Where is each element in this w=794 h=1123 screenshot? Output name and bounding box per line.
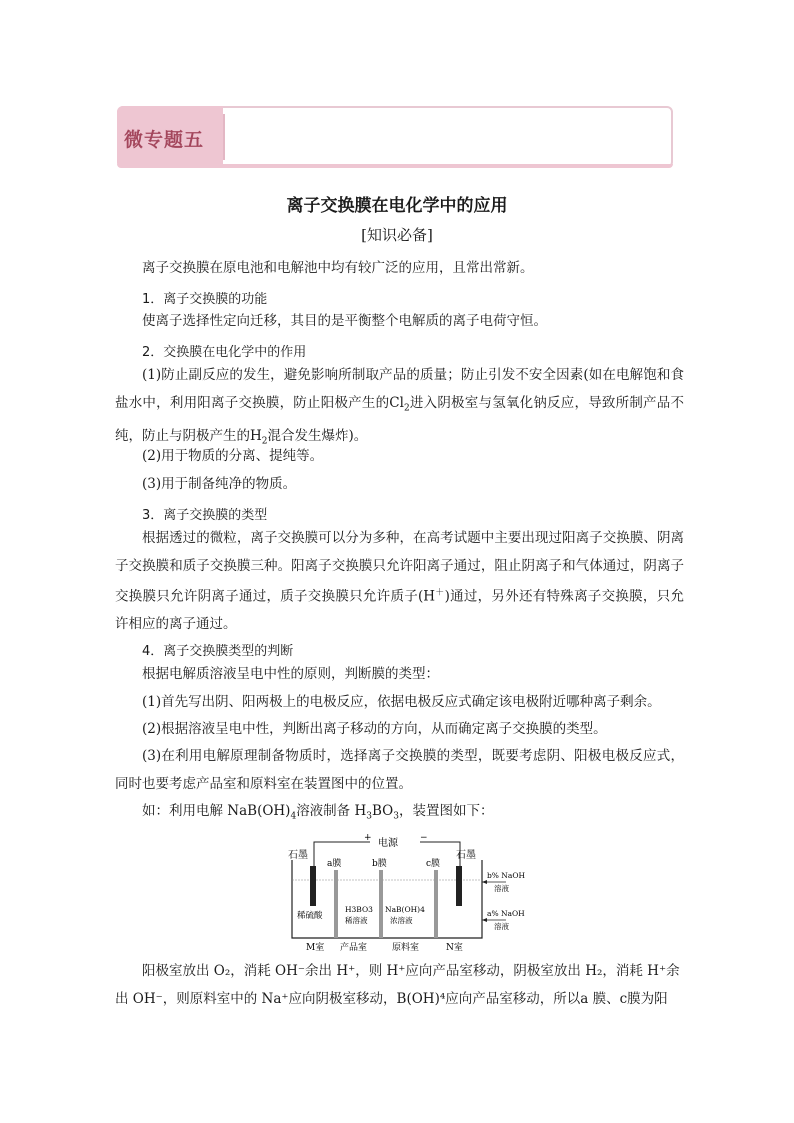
section4-item2: (2)根据溶液呈电中性，判断出离子移动的方向，从而确定离子交换膜的类型。 xyxy=(142,721,607,737)
section3-text-a: 根据透过的微粒，离子交换膜可以分为多种，在高考试题中主要出现过阳离子交换膜、阴离子交换膜和质子交换膜三种。阳离子交换膜只允许阳离子通过，阻止阴离子和气体通过，阴离子交换膜只允许阴离子通过，质子交换膜只允许质子(H xyxy=(115,530,684,605)
analysis-line2: 出 OH⁻，则原料室中的 Na⁺应向阴极室移动，B(OH)⁴应向产品室移动，所以a 膜、c膜为阳 xyxy=(115,991,668,1007)
inlet-solution-b: 溶液 xyxy=(494,922,509,931)
section1-heading: 1．离子交换膜的功能 xyxy=(142,292,268,307)
section4-item3: (3)在利用电解原理制备物质时，选择离子交换膜的类型，既要考虑阴、阳极电极反应式，同时也要考虑产品室和原料室在装置图中的位置。 xyxy=(115,748,684,792)
cathode-electrode xyxy=(456,866,462,906)
anode-electrode xyxy=(310,866,316,906)
section4-example: 如：利用电解 $NaB(OH)_4$溶液制备 $H_3BO_3$，装置图如下： xyxy=(142,803,494,822)
outlet-solution-b: 溶液 xyxy=(494,884,509,893)
section-banner xyxy=(117,106,673,168)
page-title: 离子交换膜在电化学中的应用 xyxy=(286,196,508,216)
section2-item1: (1)防止副反应的发生，避免影响所制取产品的质量；防止引发不安全因素(如在电解饱和食盐水中，利用阳离子交换膜，防止阳极产生的$Cl_2$进入阴极室与氢氧化钠反应，导致所制产品不纯，防止与阴极产生的$H_2$混合发生爆炸)。 xyxy=(115,367,684,447)
electrolysis-diagram xyxy=(282,830,526,954)
dilute-acid-label: 稀硫酸 xyxy=(297,911,323,921)
section2-item2: (2)用于物质的分离、提纯等。 xyxy=(142,448,324,464)
membrane-a-label: a膜 xyxy=(327,859,342,869)
outlet-solution: b% NaOH xyxy=(487,871,526,880)
section2-item1-part-c: 混合发生爆炸)。 xyxy=(267,427,368,444)
example-part-b: 溶液制备 H xyxy=(296,803,367,819)
banner-tag xyxy=(117,106,223,168)
intro-paragraph: 离子交换膜在原电池和电解池中均有较广泛的应用，且常出常新。 xyxy=(142,260,534,276)
power-minus: − xyxy=(420,833,428,843)
right-electrode-label: 石墨 xyxy=(456,850,476,861)
section3-text: 根据透过的微粒，离子交换膜可以分为多种，在高考试题中主要出现过阳离子交换膜、阴离子交换膜和质子交换膜三种。阳离子交换膜只允许阳离子通过，阻止阴离子和气体通过，阴离子交换膜只允许阴离子通过，质子交换膜只允许质子(H＋)通过，另外还有特殊离子交换膜，只允许相应的离子通过。 xyxy=(115,530,684,632)
section2-item1-part-b: 进入阴极室与氢氧化钠反应，导致所制产品不纯，防止与阴极产生的H xyxy=(115,394,684,444)
inlet-solution: a% NaOH xyxy=(487,909,525,918)
section3-text-b: )通过，另外还有特殊离子交换膜，只允许相应的离子通过。 xyxy=(115,588,684,632)
product-solution-2: 稀溶液 xyxy=(345,916,368,925)
feed-solution-1: NaB(OH)4 xyxy=(385,905,425,914)
room-feed: 原料室 xyxy=(392,943,420,953)
example-part-a: 如：利用电解 NaB(OH) xyxy=(142,803,291,819)
room-product: 产品室 xyxy=(340,943,368,953)
power-plus: + xyxy=(364,833,372,843)
section3-heading: 3．离子交换膜的类型 xyxy=(142,508,268,523)
power-label: 电源 xyxy=(378,838,398,849)
section1-text: 使离子选择性定向迁移，其目的是平衡整个电解质的离子电荷守恒。 xyxy=(142,313,547,329)
banner-bottom-bar xyxy=(117,164,673,168)
room-n: N室 xyxy=(446,943,463,953)
section2-item3: (3)用于制备纯净的物质。 xyxy=(142,476,297,492)
membrane-c xyxy=(434,870,438,938)
membrane-b-label: b膜 xyxy=(372,859,387,869)
section2-heading: 2．交换膜在电化学中的作用 xyxy=(142,345,307,360)
section4-heading: 4．离子交换膜类型的判断 xyxy=(142,644,294,659)
membrane-c-label: c膜 xyxy=(426,859,441,869)
example-part-d: ，装置图如下： xyxy=(398,803,494,819)
left-electrode-label: 石墨 xyxy=(288,850,308,861)
example-part-c: BO xyxy=(372,803,394,819)
section4-item1: (1)首先写出阴、阳两极上的电极反应，依据电极反应式确定该电极附近哪种离子剩余。 xyxy=(142,694,661,710)
analysis-line1: 阳极室放出 O₂，消耗 OH⁻余出 H⁺，则 H⁺应向产品室移动，阴极室放出 H₂，消耗 H⁺余 xyxy=(142,963,680,979)
room-m: M室 xyxy=(306,943,325,953)
membrane-a xyxy=(334,870,338,938)
section4-intro: 根据电解质溶液呈电中性的原则，判断膜的类型： xyxy=(142,666,439,682)
feed-solution-2: 浓溶液 xyxy=(390,916,413,925)
section2-item1-part-a: (1)防止副反应的发生，避免影响所制取产品的质量；防止引发不安全因素(如在电解饱和食盐水中，利用阳离子交换膜，防止阳极产生的Cl xyxy=(115,367,684,411)
banner-label: 微专题五 xyxy=(124,129,205,151)
banner-divider xyxy=(223,114,225,160)
product-solution-1: H3BO3 xyxy=(345,905,373,914)
membrane-b xyxy=(379,870,383,938)
page-subtitle: [知识必备] xyxy=(361,226,433,244)
